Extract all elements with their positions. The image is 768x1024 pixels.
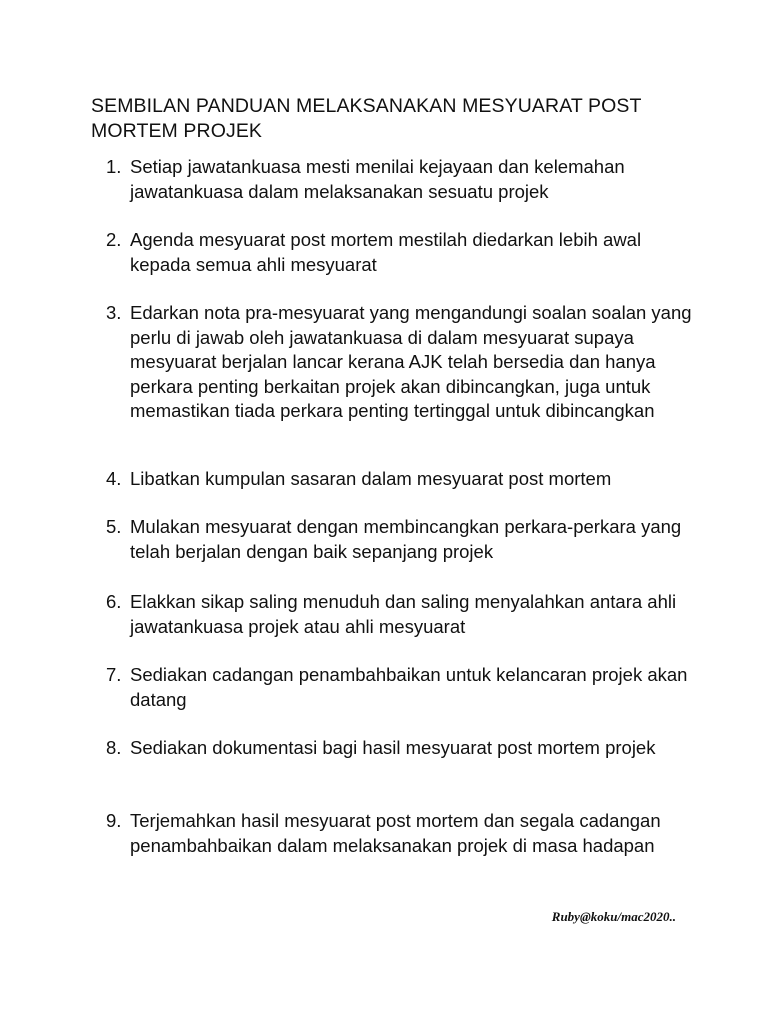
item-number: 4. bbox=[106, 468, 122, 489]
item-text: Terjemahkan hasil mesyuarat post mortem dan segala cadangan penambahbaikan dalam melaksanakan projek di masa hadapan bbox=[130, 810, 661, 856]
item-text: Edarkan nota pra-mesyuarat yang mengandungi soalan soalan yang perlu di jawab oleh jawatankuasa di dalam mesyuarat supaya mesyuarat berjalan lancar kerana AJK telah bersedia dan hanya perkara penting berkaitan projek akan dibincangkan, juga untuk memastikan tiada perkara penting tertinggal untuk dibincangkan bbox=[130, 302, 692, 421]
item-number: 7. bbox=[106, 664, 122, 685]
item-text: Setiap jawatankuasa mesti menilai kejayaan dan kelemahan jawatankuasa dalam melaksanakan sesuatu projek bbox=[130, 156, 625, 202]
item-text: Sediakan cadangan penambahbaikan untuk kelancaran projek akan datang bbox=[130, 664, 688, 710]
guideline-item-9 bbox=[106, 809, 696, 858]
item-number: 3. bbox=[106, 302, 122, 323]
guideline-item-2 bbox=[106, 228, 696, 277]
document-title: SEMBILAN PANDUAN MELAKSANAKAN MESYUARAT POST MORTEM PROJEK bbox=[91, 95, 642, 142]
item-text: Libatkan kumpulan sasaran dalam mesyuarat post mortem bbox=[130, 468, 612, 489]
author-signature: Ruby@koku/mac2020.. bbox=[551, 909, 676, 924]
guideline-item-7 bbox=[106, 663, 696, 712]
guideline-item-4 bbox=[106, 467, 696, 492]
guideline-item-5 bbox=[106, 515, 696, 564]
guideline-item-1 bbox=[106, 155, 696, 204]
item-text: Mulakan mesyuarat dengan membincangkan perkara-perkara yang telah berjalan dengan baik sepanjang projek bbox=[130, 516, 682, 562]
item-text: Sediakan dokumentasi bagi hasil mesyuarat post mortem projek bbox=[130, 737, 656, 758]
item-number: 2. bbox=[106, 229, 122, 250]
guideline-item-3 bbox=[106, 301, 696, 424]
item-number: 5. bbox=[106, 516, 122, 537]
item-number: 9. bbox=[106, 810, 122, 831]
item-number: 6. bbox=[106, 591, 122, 612]
guideline-item-8 bbox=[106, 736, 696, 761]
item-number: 8. bbox=[106, 737, 122, 758]
guideline-item-6 bbox=[106, 590, 696, 639]
item-text: Agenda mesyuarat post mortem mestilah diedarkan lebih awal kepada semua ahli mesyuarat bbox=[130, 229, 642, 275]
item-text: Elakkan sikap saling menuduh dan saling menyalahkan antara ahli jawatankuasa projek atau ahli mesyuarat bbox=[130, 591, 677, 637]
item-number: 1. bbox=[106, 156, 122, 177]
